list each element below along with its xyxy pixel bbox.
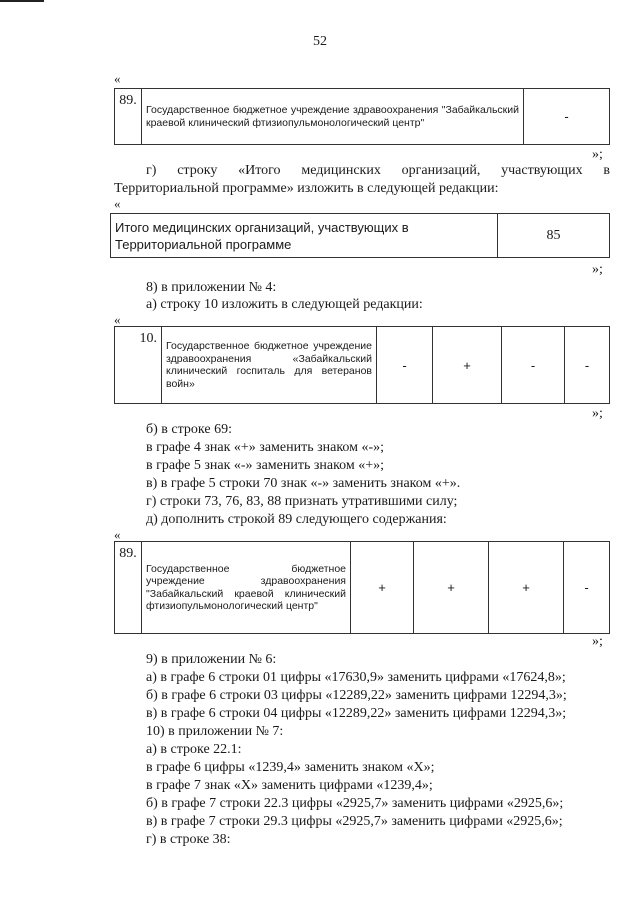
paragraph-item-8: 8) в приложении № 4: bbox=[146, 280, 277, 295]
quote-close: »; bbox=[592, 262, 603, 277]
cell-col5: + bbox=[433, 327, 502, 404]
paragraph-line: в графе 4 знак «+» заменить знаком «-»; bbox=[146, 440, 385, 455]
total-value: 85 bbox=[498, 214, 610, 258]
top-rule bbox=[0, 0, 44, 2]
cell-value: - bbox=[524, 89, 610, 145]
paragraph-line: г) в строке 38: bbox=[146, 832, 231, 847]
quote-close: »; bbox=[592, 147, 603, 162]
row-number: 89. bbox=[115, 542, 142, 634]
cell-col4: - bbox=[377, 327, 433, 404]
quote-close: »; bbox=[592, 406, 603, 421]
cell-col6: + bbox=[489, 542, 564, 634]
paragraph-line: в графе 6 цифры «1239,4» заменить знаком «Х»; bbox=[146, 760, 435, 775]
organization-name: Государственное бюджетное учреждение здравоохранения «Забайкальский клинический госпиталь для ветеранов войн» bbox=[162, 327, 377, 404]
quote-close: »; bbox=[592, 634, 603, 649]
paragraph-line: в графе 5 знак «-» заменить знаком «+»; bbox=[146, 458, 385, 473]
cell-col7: - bbox=[564, 542, 610, 634]
quote-open: « bbox=[114, 196, 121, 211]
amendments-block-3 bbox=[146, 651, 567, 849]
paragraph-line: а) в строке 22.1: bbox=[146, 742, 242, 757]
table-row bbox=[115, 89, 610, 145]
paragraph-item-g-line1: г) строку «Итого медицинских организаций, участвующих в bbox=[146, 163, 610, 178]
page-number: 52 bbox=[313, 34, 327, 49]
quote-open: « bbox=[114, 527, 121, 542]
quote-open: « bbox=[114, 71, 121, 86]
paragraph-line: 9) в приложении № 6: bbox=[146, 652, 277, 667]
table-row bbox=[111, 214, 610, 258]
table-total-organizations bbox=[110, 213, 610, 258]
cell-col7: - bbox=[565, 327, 610, 404]
table-row bbox=[115, 327, 610, 404]
paragraph-line: в графе 7 знак «Х» заменить цифрами «1239,4»; bbox=[146, 778, 433, 793]
amendments-block-2 bbox=[146, 421, 460, 529]
cell-col6: - bbox=[502, 327, 565, 404]
paragraph-line: г) строки 73, 76, 83, 88 признать утратившими силу; bbox=[146, 494, 458, 509]
paragraph-line: в) в графе 6 строки 04 цифры «12289,22» заменить цифрами 12294,3»; bbox=[146, 706, 567, 721]
table-appendix4-row-89 bbox=[114, 541, 610, 634]
organization-name: Государственное бюджетное учреждение здравоохранения "Забайкальский краевой клинический фтизиопульмонологический центр" bbox=[142, 89, 524, 145]
paragraph-item-g-line2: Территориальной программе» изложить в следующей редакции: bbox=[114, 181, 499, 196]
paragraph-line: а) в графе 6 строки 01 цифры «17630,9» заменить цифрами «17624,8»; bbox=[146, 670, 566, 685]
paragraph-line: 10) в приложении № 7: bbox=[146, 724, 284, 739]
organization-name: Государственное бюджетное учреждение здравоохранения "Забайкальский краевой клинический фтизиопульмонологический центр" bbox=[142, 542, 351, 634]
row-number: 89. bbox=[115, 89, 142, 145]
paragraph-line: б) в графе 6 строки 03 цифры «12289,22» заменить цифрами 12294,3»; bbox=[146, 688, 567, 703]
table-appendix4-row-10 bbox=[114, 326, 610, 404]
row-number: 10. bbox=[115, 327, 162, 404]
cell-col4: + bbox=[351, 542, 414, 634]
table-hospital-row-89 bbox=[114, 88, 610, 145]
table-row bbox=[115, 542, 610, 634]
paragraph-line: в) в графе 7 строки 29.3 цифры «2925,7» заменить цифрами «2925,6»; bbox=[146, 814, 563, 829]
paragraph-line: д) дополнить строкой 89 следующего содержания: bbox=[146, 512, 447, 527]
total-label: Итого медицинских организаций, участвующих в Территориальной программе bbox=[111, 214, 498, 258]
paragraph-item-8a: а) строку 10 изложить в следующей редакции: bbox=[146, 297, 423, 312]
paragraph-line: б) в строке 69: bbox=[146, 422, 232, 437]
paragraph-line: б) в графе 7 строки 22.3 цифры «2925,7» заменить цифрами «2925,6»; bbox=[146, 796, 564, 811]
quote-open: « bbox=[114, 312, 121, 327]
cell-col5: + bbox=[414, 542, 489, 634]
paragraph-line: в) в графе 5 строки 70 знак «-» заменить знаком «+». bbox=[146, 476, 461, 491]
